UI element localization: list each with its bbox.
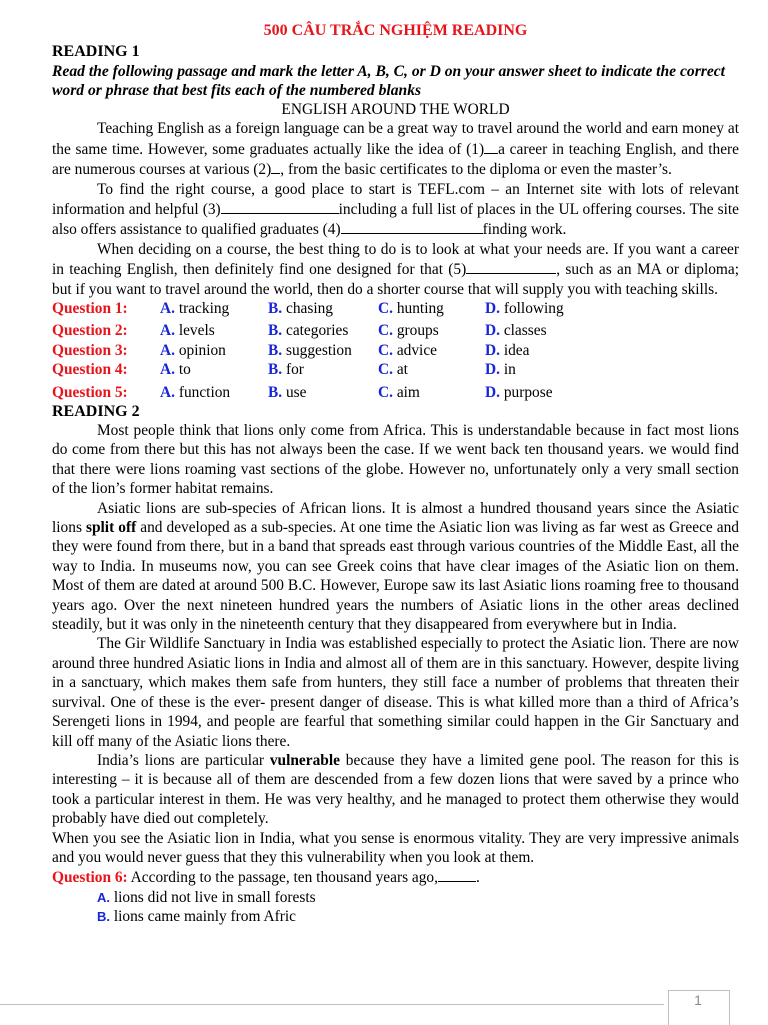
reading2-title: READING 2 (52, 403, 140, 421)
reading1-instruction: Read the following passage and mark the letter A, B, C, or D on your answer sheet to indicate the correct word or phrase that best fits each of the numbered blanks (52, 63, 726, 99)
option-d[interactable]: D. purpose (485, 383, 553, 401)
option-c[interactable]: C. aim (378, 383, 420, 401)
option-a[interactable]: A. levels (160, 322, 215, 340)
blank-5 (466, 259, 556, 274)
option-d[interactable]: D. classes (485, 322, 547, 340)
option-b[interactable]: B. use (268, 383, 307, 401)
keyword-vulnerable: vulnerable (269, 751, 340, 769)
reading1-paragraph-3: When deciding on a course, the best thing to do is to look at what your needs are. If you want a career in teaching English, then definitely find one designed for that (5) , such as an MA or diploma; but if you want to travel around the world, then do a shorter course that will supply you with teaching skills. (52, 240, 739, 298)
option-b[interactable]: B. suggestion (268, 341, 352, 359)
reading2-paragraph-1: Most people think that lions only come from Africa. This is understandable because in fact most lions do come from there but this has not always been the case. If we went back ten thousand years. we would find that there were lions roaming vast sections of the globe. However no, unfortunately only a very small section of the lion’s former habitat remains. (52, 422, 739, 498)
option-b[interactable]: B. categories (268, 322, 349, 340)
question-row-4: Question 4: A. to B. for C. at D. in (52, 361, 516, 379)
option-b[interactable]: B. for (268, 361, 304, 379)
option-c[interactable]: C. hunting (378, 300, 444, 318)
reading2-paragraph-2: Asiatic lions are sub-species of African lions. It is almost a hundred thousand years since the Asiatic lions split off and developed as a sub-species. At one time the Asiatic lion was living as far west as Greece and they were found from there, but in a band that spreads east through various countries of the Middle East, all the way to India. In museums now, you can see Greek coins that have clear images of the Asiatic lion on them. Most of them are dated at around 500 B.C. However, Europe saw its last Asiatic lions roaming free to thousand years ago. Over the next nineteen hundred years the numbers of Asiatic lions in the other areas declined steadily, but it was only in the nineteenth century that they disappeared from everywhere but in India. (52, 499, 740, 634)
question-row-1: Question 1: A. tracking B. chasing C. hunting D. following (52, 300, 564, 318)
reading2-paragraph-5: When you see the Asiatic lion in India, what you sense is enormous vitality. They are very impressive animals and you would never guess that they this vulnerability when you look at them. (52, 829, 739, 866)
reading2-paragraph-4: India’s lions are particular vulnerable because they have a limited gene pool. The reason for this is interesting – it is because all of them are descended from a few dozen lions that were saved by a prince who took a particular interest in them. He was very healthy, and he managed to protect them otherwise they would probably have died out completely. (52, 751, 739, 828)
question-row-5: Question 5: A. function B. use C. aim D. purpose (52, 383, 553, 401)
option-a[interactable]: A. opinion (160, 341, 226, 359)
option-b[interactable]: B. chasing (268, 300, 333, 318)
question-6-option-b[interactable]: B. lions came mainly from Afric (97, 908, 296, 926)
page-number: 1 (694, 992, 702, 1008)
blank-1 (484, 139, 498, 154)
reading2-paragraph-3: The Gir Wildlife Sanctuary in India was established especially to protect the Asiatic lion. There are now around three hundred Asiatic lions in India and almost all of them are in this sanctuary. However, despite living in a sanctuary, which makes them safe from hunters, they still face a number of problems that threaten their survival. One of these is the ever- present danger of disease. This is what killed more than a third of Africa’s Serengeti lions in 1994, and people are fearful that something similar could happen in the Gir Sanctuary and kill off many of the Asiatic lions there. (52, 635, 739, 750)
option-c[interactable]: C. advice (378, 341, 437, 359)
option-a[interactable]: A. to (160, 361, 191, 379)
blank-2 (271, 159, 280, 174)
reading1-paragraph-2: To find the right course, a good place to start is TEFL.com – an Internet site with lots of relevant information and helpful (3) including a full list of places in the UL offering courses. The site also offers assistance to qualified graduates (4) finding work. (52, 180, 740, 239)
document-title: 500 CÂU TRẮC NGHIỆM READING (263, 22, 528, 39)
question-row-2: Question 2: A. levels B. categories C. groups D. classes (52, 322, 547, 340)
option-a[interactable]: A. function (160, 383, 231, 401)
option-d[interactable]: D. idea (485, 341, 530, 359)
option-c[interactable]: C. at (378, 361, 408, 379)
blank-3 (221, 199, 339, 214)
option-c[interactable]: C. groups (378, 322, 439, 340)
option-d[interactable]: D. following (485, 300, 564, 318)
option-a[interactable]: A. tracking (160, 300, 230, 318)
blank-6 (438, 867, 476, 882)
question-6: Question 6: According to the passage, ten thousand years ago, . (52, 869, 480, 887)
question-row-3: Question 3: A. opinion B. suggestion C. advice D. idea (52, 341, 530, 359)
reading1-paragraph-1: Teaching English as a foreign language can be a great way to travel around the world and earn money at the same time. However, some graduates actually like the idea of (1) a career in teaching English, and there are numerous courses at various (2) , from the basic certificates to the diploma or even the master’s. (52, 120, 739, 179)
reading1-title: READING 1 (52, 43, 140, 60)
option-d[interactable]: D. in (485, 361, 516, 379)
passage-title: ENGLISH AROUND THE WORLD (281, 101, 510, 118)
document-page (52, 20, 739, 927)
question-6-option-a[interactable]: A. lions did not live in small forests (97, 888, 316, 906)
blank-4 (341, 219, 483, 234)
keyword-split-off: split off (85, 519, 137, 537)
footer-divider (0, 1004, 664, 1005)
